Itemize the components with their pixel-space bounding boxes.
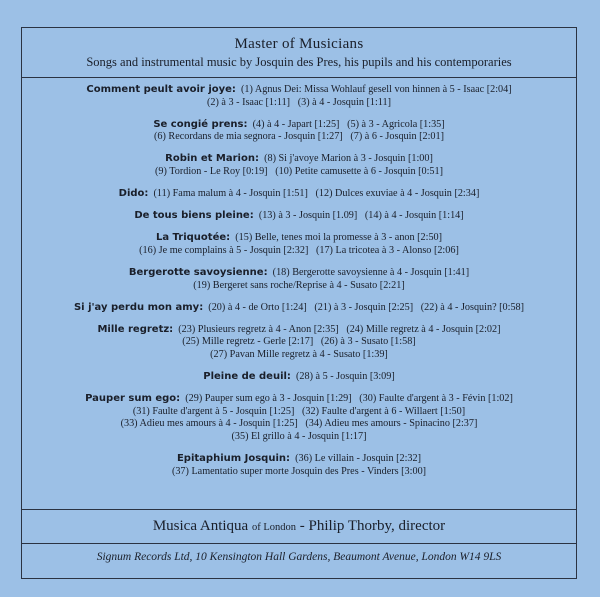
divider-middle — [22, 509, 576, 510]
track-line — [22, 406, 576, 419]
group-title: Dido: — [118, 188, 149, 200]
divider-bottom — [22, 543, 576, 544]
track-entry: (18) Bergerotte savoysienne à 4 - Josquin [1:41] — [272, 266, 470, 278]
page-subtitle: Songs and instrumental music by Josquin des Pres, his pupils and his contemporaries — [86, 55, 512, 69]
group-title: Epitaphium Josquin: — [176, 452, 291, 464]
track-group — [22, 453, 576, 478]
track-entry: (1) Agnus Dei: Missa Wohlauf gesell von hinnen à 5 - Isaac [2:04] — [241, 84, 512, 95]
track-entry: (16) Je me complains à 5 - Josquin [2:32] (17) La tricotea à 3 - Alonso [2:06] — [139, 244, 459, 256]
ensemble-name: Musica Antiqua — [152, 518, 249, 534]
track-group — [22, 302, 576, 315]
group-title: Bergerotte savoysienne: — [128, 266, 268, 278]
track-line — [22, 232, 576, 245]
track-line — [22, 453, 576, 466]
ensemble-location: of London — [251, 522, 297, 533]
group-title: Comment peult avoir joye: — [86, 84, 236, 95]
track-entry: (6) Recordans de mia segnora - Josquin [1:27] (7) à 6 - Josquin [2:01] — [154, 131, 444, 143]
performer-credit — [22, 518, 576, 535]
track-list — [22, 84, 576, 488]
track-group — [22, 267, 576, 292]
track-line — [22, 267, 576, 280]
track-entry: (20) à 4 - de Orto [1:24] (21) à 3 - Josquin [2:25] (22) à 4 - Josquin? [0:58] — [208, 301, 525, 313]
track-group — [22, 232, 576, 257]
director-name: - Philip Thorby, director — [299, 518, 446, 534]
publisher-address: 10 Kensington Hall Gardens, Beaumont Avenue, London W14 9LS — [195, 551, 502, 563]
track-entry: (2) à 3 - Isaac [1:11] (3) à 4 - Josquin [1:11] — [207, 96, 391, 108]
track-line — [22, 188, 576, 201]
publisher-line — [22, 551, 576, 563]
track-entry: (13) à 3 - Josquin [1.09] (14) à 4 - Josquin [1:14] — [258, 210, 464, 222]
track-line — [22, 280, 576, 293]
track-entry: (4) à 4 - Japart [1:25] (5) à 3 - Agricola [1:35] — [252, 118, 445, 130]
track-line — [22, 336, 576, 349]
group-title: Pleine de deuil: — [203, 371, 291, 382]
track-entry: (19) Bergeret sans roche/Reprise à 4 - Susato [2:21] — [193, 279, 405, 291]
track-entry: (36) Le villain - Josquin [2:32] — [295, 452, 422, 464]
track-line — [22, 431, 576, 444]
track-line — [22, 349, 576, 362]
track-line — [22, 245, 576, 258]
track-entry: (11) Fama malum à 4 - Josquin [1:51] (12) Dulces exuviae à 4 - Josquin [2:34] — [153, 188, 480, 200]
track-line — [22, 153, 576, 166]
page-title: Master of Musicians — [234, 36, 364, 52]
track-line — [22, 302, 576, 315]
track-entry: (29) Pauper sum ego à 3 - Josquin [1:29] (30) Faulte d'argent à 3 - Févin [1:02] — [185, 393, 513, 405]
group-title: De tous biens pleine: — [134, 210, 254, 222]
track-line — [22, 418, 576, 431]
track-line — [22, 466, 576, 479]
track-line — [22, 97, 576, 110]
track-group — [22, 153, 576, 178]
track-entry: (8) Si j'avoye Marion à 3 - Josquin [1:00] — [264, 153, 433, 165]
booklet-frame — [21, 27, 577, 579]
track-entry: (15) Belle, tenes moi la promesse à 3 - anon [2:50] — [235, 232, 443, 244]
track-entry: (27) Pavan Mille regretz à 4 - Susato [1:39] — [210, 348, 388, 360]
track-group — [22, 119, 576, 144]
divider-top — [22, 77, 576, 78]
track-entry: (33) Adieu mes amours à 4 - Josquin [1:25] (34) Adieu mes amours - Spinacino [2:37] — [120, 418, 478, 430]
track-entry: (25) Mille regretz - Gerle [2:17] (26) à 3 - Susato [1:58] — [182, 336, 416, 348]
track-group — [22, 393, 576, 443]
track-entry: (35) El grillo à 4 - Josquin [1:17] — [231, 430, 367, 442]
track-group — [22, 324, 576, 362]
track-entry: (23) Plusieurs regretz à 4 - Anon [2:35] (24) Mille regretz à 4 - Josquin [2:02] — [178, 323, 501, 335]
track-line — [22, 84, 576, 97]
group-title: Si j'ay perdu mon amy: — [73, 301, 204, 313]
group-title: La Triquotée: — [155, 232, 231, 244]
track-group — [22, 371, 576, 384]
publisher-name: Signum Records Ltd, — [96, 551, 193, 563]
group-title: Se congié prens: — [153, 118, 248, 130]
track-line — [22, 393, 576, 406]
group-title: Mille regretz: — [97, 323, 174, 335]
track-line — [22, 371, 576, 384]
track-entry: (9) Tordion - Le Roy [0:19] (10) Petite camusette à 6 - Josquin [0:51] — [155, 165, 443, 177]
track-line — [22, 210, 576, 223]
track-entry: (28) à 5 - Josquin [3:09] — [296, 371, 395, 382]
track-line — [22, 324, 576, 337]
group-title: Pauper sum ego: — [85, 393, 181, 405]
track-entry: (37) Lamentatio super morte Josquin des Pres - Vinders [3:00] — [171, 465, 427, 477]
track-group — [22, 188, 576, 201]
track-line — [22, 119, 576, 132]
track-entry: (31) Faulte d'argent à 5 - Josquin [1:25] (32) Faulte d'argent à 6 - Willaert [1:50] — [132, 405, 466, 417]
track-line — [22, 166, 576, 179]
track-group — [22, 84, 576, 109]
group-title: Robin et Marion: — [165, 153, 259, 165]
track-line — [22, 131, 576, 144]
track-group — [22, 210, 576, 223]
